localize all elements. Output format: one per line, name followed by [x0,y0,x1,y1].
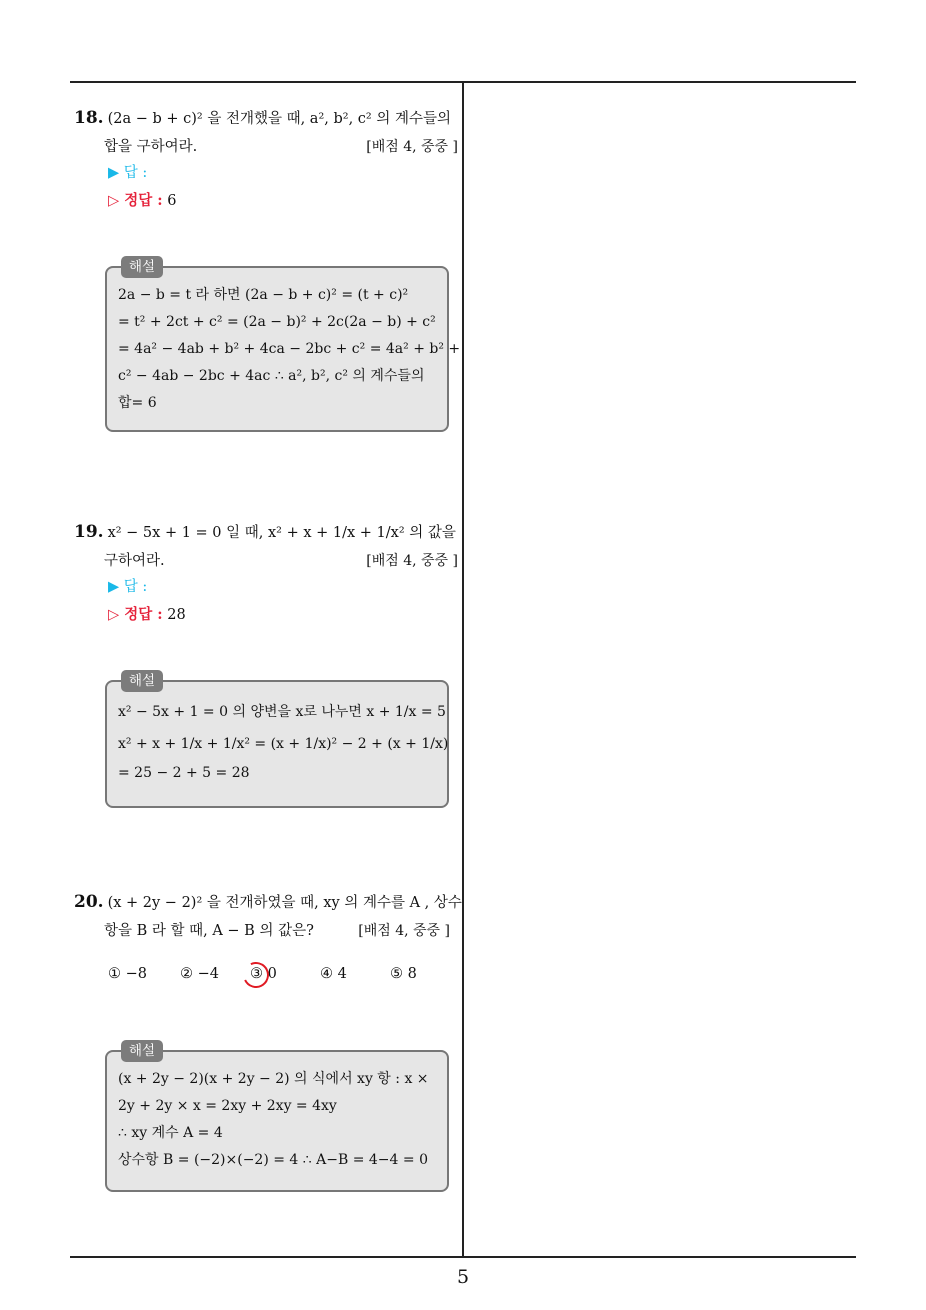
solution-line: = t² + 2ct + c² = (2a − b)² + 2c(2a − b) + c² [118,314,436,330]
question-number: 18. [74,108,104,128]
question-text-line2: 항을 B 라 할 때, A − B 의 값은? [104,923,314,939]
question-18 [74,104,458,161]
question-number: 20. [74,892,104,912]
choice-2[interactable]: ② −4 [180,966,219,982]
question-number: 19. [74,522,104,542]
choice-5[interactable]: ⑤ 8 [390,966,417,982]
solution-line: 2a − b = t 라 하면 (2a − b + c)² = (t + c)² [118,287,409,303]
answer-label: ▶ 답 : [108,165,148,181]
question-19 [74,518,458,575]
solution-box [105,673,449,808]
question-text-line1: x² − 5x + 1 = 0 일 때, x² + x + 1/x + 1/x² 의 값을 [107,525,456,541]
column-divider [462,82,464,1258]
choice-4[interactable]: ④ 4 [320,966,347,982]
choice-3[interactable]: ③ 0 [250,966,277,982]
question-text-line1: (2a − b + c)² 을 전개했을 때, a², b², c² 의 계수들의 [107,111,451,127]
solution-box [105,1043,449,1192]
correct-answer [108,190,176,212]
question-text-line2: 합을 구하여라. [104,139,198,155]
bottom-rule [70,1256,856,1258]
question-20 [74,888,462,945]
correct-answer-value: 28 [167,607,186,623]
solution-tag: 해설 [121,256,163,278]
correct-answer-label: ▷ 정답 : [108,606,163,623]
solution-line: x² + x + 1/x + 1/x² = (x + 1/x)² − 2 + (x + 1/x) [118,736,449,752]
score-label: [배점 4, 중중 ] [366,553,458,569]
solution-line: 상수항 B = (−2)×(−2) = 4 ∴ A−B = 4−4 = 0 [118,1152,428,1168]
solution-line: 2y + 2y × x = 2xy + 2xy = 4xy [118,1098,337,1114]
correct-answer-label: ▷ 정답 : [108,192,163,209]
correct-answer-value: 6 [167,193,177,209]
correct-answer [108,604,186,626]
page-number: 5 [456,1266,470,1288]
answer-label: ▶ 답 : [108,579,148,595]
solution-line: (x + 2y − 2)(x + 2y − 2) 의 식에서 xy 항 : x × [118,1071,429,1087]
solution-line: x² − 5x + 1 = 0 의 양변을 x로 나누면 x + 1/x = 5 [118,704,446,720]
score-label: [배점 4, 중중 ] [358,923,450,939]
solution-box [105,259,461,432]
choice-1[interactable]: ① −8 [108,966,147,982]
question-text-line1: (x + 2y − 2)² 을 전개하였을 때, xy 의 계수를 A , 상수 [107,895,462,911]
solution-tag: 해설 [121,670,163,692]
solution-line: c² − 4ab − 2bc + 4ac ∴ a², b², c² 의 계수들의 [118,368,425,384]
solution-line: = 4a² − 4ab + b² + 4ca − 2bc + c² = 4a² + b² + [118,341,461,357]
selected-answer-circle [239,958,272,991]
question-text-line2: 구하여라. [104,553,165,569]
score-label: [배점 4, 중중 ] [366,139,458,155]
solution-line: ∴ xy 계수 A = 4 [118,1125,223,1141]
solution-tag: 해설 [121,1040,163,1062]
solution-line: 합= 6 [118,395,157,411]
solution-line: = 25 − 2 + 5 = 28 [118,765,250,781]
